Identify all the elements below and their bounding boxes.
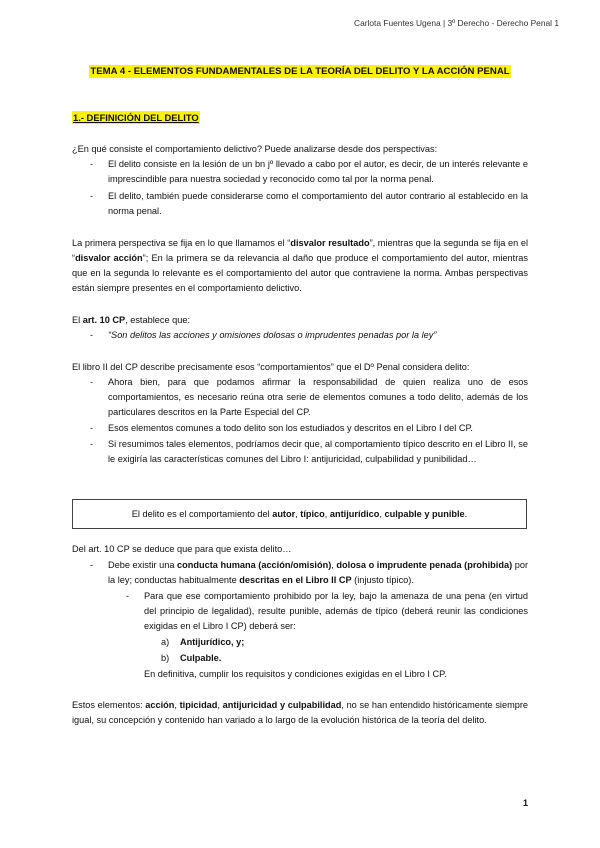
- box-sep: ,: [324, 509, 330, 519]
- art10-pre: El: [72, 315, 83, 325]
- perspective-item: El delito, también puede considerarse como el comportamiento del autor contrario al establecido en la norma penal.: [108, 191, 528, 216]
- closing-accion: acción: [145, 700, 175, 710]
- bullet-dash: -: [90, 439, 94, 449]
- deduce-item: [108, 558, 528, 588]
- section-title: [72, 112, 200, 123]
- bullet-dash: -: [90, 330, 94, 340]
- list-item-a-text: Antijurídico, y;: [180, 637, 245, 647]
- disvalor-accion: disvalor acción: [75, 253, 143, 263]
- deduce-dolosa: dolosa o imprudente penada (prohibida): [336, 560, 513, 570]
- box-tipico: típico: [300, 509, 325, 519]
- deduce-subitem: Para que ese comportamiento prohibido por la ley, bajo la amenaza de una pena (en virtud del principio de legalidad), resulte punible, además de típico (deberá reunir las condiciones exigidas en el Libro I CP) deberá ser:: [144, 591, 528, 631]
- box-antijuridico: antijurídico: [329, 509, 380, 519]
- closing-tipicidad: tipicidad: [179, 700, 218, 710]
- libro-intro: El libro II del CP describe precisamente esos “comportamientos” que el Dº Penal considera delito:: [72, 362, 470, 372]
- closing-paragraph: [72, 698, 528, 728]
- title-text: TEMA 4 - ELEMENTOS FUNDAMENTALES DE LA TEORÍA DEL DELITO Y LA ACCIÓN PENAL: [90, 66, 510, 77]
- page-number: 1: [522, 798, 528, 808]
- closing-text: ,: [174, 700, 180, 710]
- section-title-text: 1.- DEFINICIÓN DEL DELITO: [73, 112, 199, 123]
- box-sep: ,: [295, 509, 301, 519]
- page-header: Carlota Fuentes Ugena | 3º Derecho - Derecho Penal 1: [354, 18, 559, 28]
- art10-quote: [108, 328, 528, 343]
- bullet-dash: -: [90, 560, 94, 570]
- bullet-dash: -: [90, 191, 94, 201]
- list-item-b: [180, 651, 480, 666]
- art10-quote-text: “Son delitos las acciones y omisiones dolosas o imprudentes penadas por la ley”: [108, 330, 437, 340]
- libro-item: Si resumimos tales elementos, podríamos decir que, al comportamiento típico descrito en el Libro II, se le exigiría las características comunes del Libro I: antijuricidad, culpabilidad y punibilidad…: [108, 439, 528, 464]
- list-label-a: a): [161, 637, 170, 647]
- bullet-dash: -: [90, 159, 94, 169]
- disvalor-text-2: ”, mientras que la segunda se fija en el “: [72, 238, 529, 263]
- closing-text: Estos elementos:: [72, 700, 146, 710]
- deduce-text: ,: [331, 560, 337, 570]
- disvalor-resultado: disvalor resultado: [290, 238, 370, 248]
- disvalor-text-1: La primera perspectiva se fija en lo que llamamos el “: [72, 238, 291, 248]
- deduce-intro: Del art. 10 CP se deduce que para que exista delito…: [72, 544, 292, 554]
- disvalor-text-3: ”; En la primera se da relevancia al daño que produce el comportamiento del autor, mientras que en la segunda lo relevante es el comportamiento del autor que contraviene la norma. Ambas perspectivas están siempre presentes en el comportamiento delictivo.: [72, 253, 528, 293]
- bullet-dash: -: [90, 423, 94, 433]
- libro-item: Esos elementos comunes a todo delito son los estudiados y descritos en el Libro I del CP.: [108, 423, 473, 433]
- box-pre: El delito es el comportamiento del: [131, 509, 273, 519]
- disvalor-paragraph: [72, 236, 528, 296]
- perspective-item: El delito consiste en la lesión de un bn jº llevado a cabo por el autor, es decir, de un interés relevante e imprescindible para nuestra sociedad y reconocido como tal por la norma penal.: [108, 159, 528, 184]
- libro-item: Ahora bien, para que podamos afirmar la responsabilidad de quien realiza uno de esos comportamientos, es necesario reúna otra serie de elementos comunes a todo delito, además de los particulares descritos en la Parte Especial del CP.: [108, 377, 528, 417]
- list-label-b: b): [161, 653, 170, 663]
- art10-ref: art. 10 CP: [82, 315, 126, 325]
- deduce-conducta: conducta humana (acción/omisión): [177, 560, 332, 570]
- deduce-final: En definitiva, cumplir los requisitos y condiciones exigidas en el Libro I CP.: [144, 669, 447, 679]
- list-item-a: [180, 635, 480, 650]
- closing-text: , no se han entendido históricamente siempre igual, su concepción y contenido han variado a lo largo de la evolución histórica de la teoría del delito.: [72, 700, 529, 725]
- box-autor: autor: [272, 509, 296, 519]
- question-intro: ¿En qué consiste el comportamiento delictivo? Puede analizarse desde dos perspectivas:: [72, 144, 438, 154]
- bullet-dash: -: [90, 377, 94, 387]
- list-item-b-text: Culpable.: [180, 653, 222, 663]
- deduce-text: (injusto típico).: [351, 575, 414, 585]
- page-title: [0, 66, 600, 77]
- closing-antijuricidad: antijuricidad y culpabilidad: [222, 700, 342, 710]
- art10-paragraph: [72, 313, 528, 328]
- deduce-text: por la ley; conductas habitualmente: [108, 560, 529, 585]
- box-post: .: [464, 509, 468, 519]
- deduce-libro2: descritas en el Libro II CP: [239, 575, 352, 585]
- closing-text: ,: [217, 700, 223, 710]
- art10-post: , establece que:: [125, 315, 190, 325]
- sub-bullet-dash: -: [126, 591, 130, 601]
- box-sep: ,: [379, 509, 385, 519]
- definition-box: [72, 499, 527, 529]
- deduce-text: Debe existir una: [108, 560, 178, 570]
- box-culpable: culpable y punible: [384, 509, 465, 519]
